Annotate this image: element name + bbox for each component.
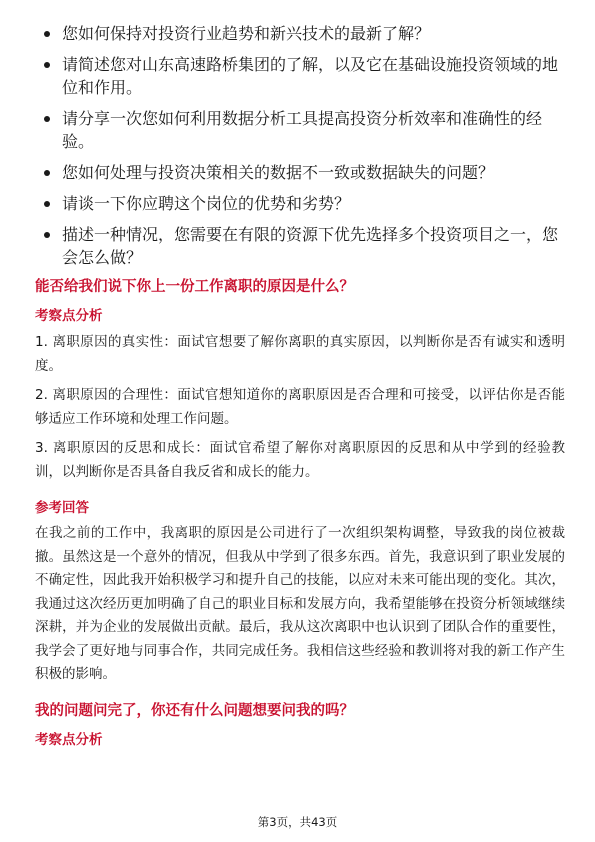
bullet-text: 请分享一次您如何利用数据分析工具提高投资分析效率和准确性的经验。	[62, 109, 543, 151]
answer-heading: 参考回答	[35, 500, 89, 516]
analysis-point: 2. 离职原因的合理性：面试官想知道你的离职原因是否合理和可接受，以评估你是否能够适应工作环境和处理工作问题。	[35, 387, 565, 427]
bullet-item	[35, 22, 565, 45]
analysis-heading: 考察点分析	[35, 308, 103, 324]
bullet-dot-icon	[44, 31, 50, 37]
bullet-dot-icon	[44, 232, 50, 238]
bullet-dot-icon	[44, 116, 50, 122]
question-bullet-list	[35, 22, 565, 269]
bullet-item	[35, 53, 565, 99]
answer-text: 在我之前的工作中，我离职的原因是公司进行了一次组织架构调整，导致我的岗位被裁撤。虽然这是一个意外的情况，但我从中学到了很多东西。首先，我意识到了职业发展的不确定性，因此我开始积极学习和提升自己的技能，以应对未来可能出现的变化。其次，我通过这次经历更加明确了自己的职业目标和发展方向，我希望能够在投资分析领域继续深耕，并为企业的发展做出贡献。最后，我从这次离职中也认识到了团队合作的重要性，我学会了更好地与同事合作，共同完成任务。我相信这些经验和教训将对我的新工作产生积极的影响。	[35, 525, 565, 682]
bullet-item	[35, 223, 565, 269]
bullet-text: 请简述您对山东高速路桥集团的了解，以及它在基础设施投资领域的地位和作用。	[62, 55, 559, 97]
bullet-dot-icon	[44, 201, 50, 207]
bullet-text: 请谈一下你应聘这个岗位的优势和劣势？	[62, 194, 351, 213]
question-heading: 能否给我们说下你上一份工作离职的原因是什么？	[35, 279, 354, 295]
bullet-item	[35, 161, 565, 184]
analysis-heading: 考察点分析	[35, 731, 103, 748]
question-heading: 我的问题问完了，你还有什么问题想要问我的吗？	[35, 702, 354, 719]
bullet-item	[35, 192, 565, 215]
page-number: 第3页，共43页	[257, 815, 338, 829]
page-content	[35, 22, 565, 750]
bullet-text: 您如何处理与投资决策相关的数据不一致或数据缺失的问题？	[62, 163, 495, 182]
bullet-text: 您如何保持对投资行业趋势和新兴技术的最新了解？	[62, 24, 431, 43]
analysis-point: 3. 离职原因的反思和成长：面试官希望了解你对离职原因的反思和从中学到的经验教训，以判断你是否具备自我反省和成长的能力。	[35, 440, 565, 480]
bullet-dot-icon	[44, 170, 50, 176]
bullet-dot-icon	[44, 62, 50, 68]
analysis-point: 1. 离职原因的真实性：面试官想要了解你离职的真实原因，以判断你是否有诚实和透明度。	[35, 334, 565, 374]
bullet-text: 描述一种情况，您需要在有限的资源下优先选择多个投资项目之一，您会怎么做？	[62, 225, 559, 267]
bullet-item	[35, 107, 565, 153]
